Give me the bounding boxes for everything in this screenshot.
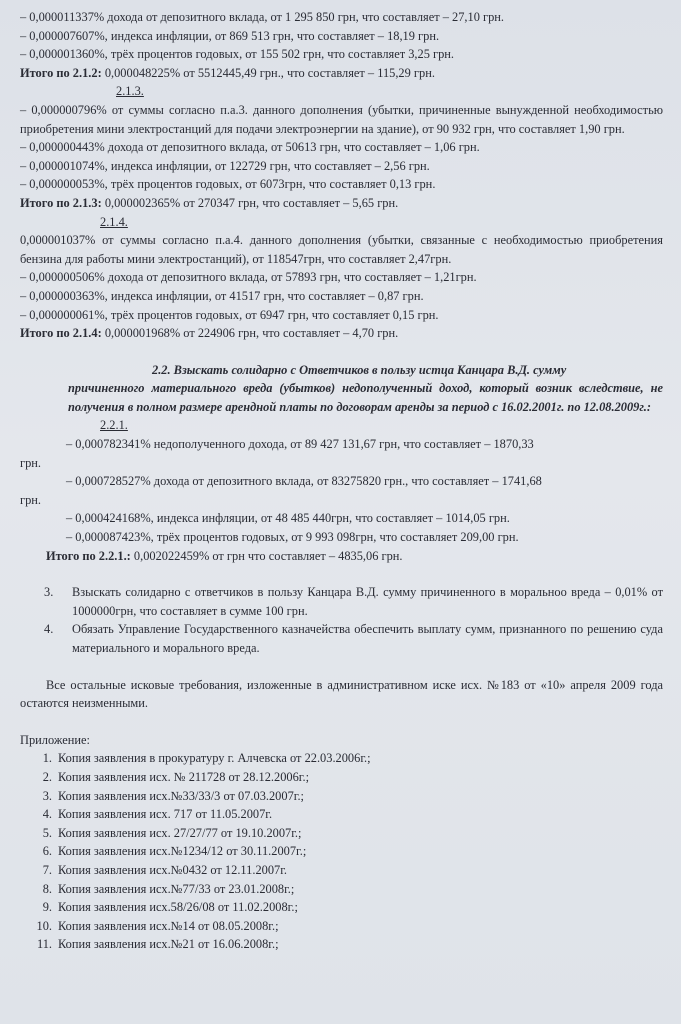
spacer — [20, 343, 663, 361]
decision-item — [20, 583, 663, 620]
total-label: Итого по 2.2.1.: — [46, 548, 131, 563]
calc-line: – 0,000000506% дохода от депозитного вклада, от 57893 грн, что составляет – 1,21грн. — [20, 270, 477, 285]
item-text: Копия заявления исх. 27/27/77 от 19.10.2007г.; — [58, 825, 302, 840]
calc-line: – 0,000728527% дохода от депозитного вклада, от 83275820 грн., что составляет – 1741,68 — [66, 474, 542, 489]
calc-line-wrap: грн. — [20, 455, 42, 470]
section-paragraph: – 0,000000796% от суммы согласно п.а.3. данного дополнения (убытки, причиненные вынужденной необходимостью приобретения мини электростанций для подачи электроэнергии на здание), от 90 932 грн, что составляет 1,90 грн. — [20, 102, 663, 136]
calc-list-2-2-1 — [20, 435, 663, 547]
calc-line: – 0,000000443% дохода от депозитного вклада, от 50613 грн, что составляет – 1,06 грн. — [20, 140, 480, 155]
section-paragraph: 0,000001037% от суммы согласно п.а.4. данного дополнения (убытки, связанные с необходимостью приобретения бензина для работы мини электростанций), от 118547грн, что составляет 2,47грн. — [20, 233, 663, 266]
list-item — [20, 805, 663, 824]
item-text: Копия заявления исх.58/26/08 от 11.02.2008г.; — [58, 900, 298, 915]
list-item — [20, 768, 663, 787]
total-2-1-3 — [20, 194, 663, 213]
list-item — [20, 824, 663, 843]
calc-line: – 0,000000061%, трёх процентов годовых, от 6947 грн, что составляет 0,15 грн. — [20, 307, 439, 322]
list-item — [20, 935, 663, 954]
calc-line: – 0,000001360%, трёх процентов годовых, от 155 502 грн, что составляет 3,25 грн. — [20, 47, 454, 62]
section-number-2-2-1 — [20, 416, 663, 435]
calc-line: – 0,000000053%, трёх процентов годовых, от 6073грн, что составляет 0,13 грн. — [20, 177, 436, 192]
item-text: Копия заявления исх.№77/33 от 23.01.2008г.; — [58, 881, 295, 896]
total-label: Итого по 2.1.4: — [20, 326, 102, 341]
item-text: Взыскать солидарно с ответчиков в пользу Канцара В.Д. сумму причиненного в моральноо вреда – 0,01% от 1000000грн, что составляет в сумме 100 грн. — [72, 585, 663, 618]
top-lines — [20, 8, 663, 64]
item-number: 6. — [42, 844, 52, 859]
item-text: Копия заявления в прокуратуру г. Алчевска от 22.03.2006г.; — [58, 751, 371, 766]
section-number-text: 2.1.3. — [116, 84, 144, 99]
heading-rest: причиненного материального вреда (убытков) недополученный доход, который возник вследствие, не получения в полном размере арендной платы по договорам аренды за период с 16.02.2001г. по 12.08.2009г.: — [68, 381, 663, 414]
item-number: 7. — [42, 862, 52, 877]
section-heading-2-2 — [20, 361, 663, 417]
closing-paragraph: Все остальные исковые требования, изложенные в административном иске исх. №183 от «10» апреля 2009 года остаются неизменными. — [20, 677, 663, 711]
section-number-text: 2.1.4. — [100, 214, 128, 229]
item-text: Копия заявления исх. № 211728 от 28.12.2006г.; — [58, 769, 310, 784]
item-text: Копия заявления исх.№1234/12 от 30.11.2007г.; — [58, 844, 307, 859]
spacer — [20, 713, 663, 731]
total-text: 0,000001968% от 224906 грн, что составляет – 4,70 грн. — [101, 326, 399, 341]
item-number: 5. — [42, 825, 52, 840]
section-number-2-1-3 — [20, 82, 663, 101]
list-item — [20, 749, 663, 768]
item-text: Обязать Управление Государственного казначейства обеспечить выплату сумм, признанного по решению суда материального и морального вреда. — [72, 622, 663, 655]
spacer — [20, 565, 663, 583]
item-number: 8. — [42, 881, 52, 896]
item-text: Копия заявления исх.№14 от 08.05.2008г.; — [58, 918, 279, 933]
item-number: 4. — [44, 622, 54, 637]
list-item — [20, 787, 663, 806]
total-2-2-1 — [20, 547, 663, 566]
decisions-list — [20, 583, 663, 657]
list-item — [20, 917, 663, 936]
total-text: 0,002022459% от грн что составляет – 4835,06 грн. — [130, 548, 403, 563]
item-text: Копия заявления исх.№0432 от 12.11.2007г. — [58, 862, 288, 877]
item-number: 3. — [44, 585, 54, 600]
calc-line: – 0,000007607%, индекса инфляции, от 869 513 грн, что составляет – 18,19 грн. — [20, 28, 440, 43]
calc-line: – 0,000087423%, трёх процентов годовых, от 9 993 098грн, что составляет 209,00 грн. — [66, 530, 519, 545]
calc-line: – 0,000782341% недополученного дохода, от 89 427 131,67 грн, что составляет – 1870,33 — [66, 437, 534, 452]
calc-line: – 0,000011337% дохода от депозитного вклада, от 1 295 850 грн, что составляет – 27,10 грн. — [20, 10, 505, 24]
list-item — [20, 880, 663, 899]
calc-line: – 0,000000363%, индекса инфляции, от 41517 грн, что составляет – 0,87 грн. — [20, 288, 424, 303]
heading-first-line: 2.2. Взыскать солидарно с Ответчиков в пользу истца Канцара В.Д. сумму — [152, 362, 567, 377]
total-text: 0,000048225% от 5512445,49 грн., что составляет – 115,29 грн. — [101, 65, 435, 80]
attachments-title: Приложение: — [20, 732, 90, 747]
total-label: Итого по 2.1.2: — [20, 65, 102, 80]
item-number: 2. — [42, 769, 52, 784]
attachments-list — [20, 749, 663, 954]
total-label: Итого по 2.1.3: — [20, 195, 102, 210]
section-number-text: 2.2.1. — [100, 418, 128, 433]
calc-line: – 0,000001074%, индекса инфляции, от 122729 грн, что составляет – 2,56 грн. — [20, 158, 430, 173]
spacer — [20, 658, 663, 676]
total-text: 0,000002365% от 270347 грн, что составляет – 5,65 грн. — [101, 195, 399, 210]
item-text: Копия заявления исх.№21 от 16.06.2008г.; — [58, 937, 279, 952]
total-2-1-4 — [20, 324, 663, 343]
item-text: Копия заявления исх. 717 от 11.05.2007г. — [58, 807, 273, 822]
total-2-1-2 — [20, 64, 663, 83]
calc-line-wrap: грн. — [20, 492, 42, 507]
item-number: 4. — [42, 807, 52, 822]
list-item — [20, 842, 663, 861]
item-number: 10. — [36, 918, 52, 933]
section-number-2-1-4 — [20, 213, 663, 232]
item-number: 9. — [42, 900, 52, 915]
list-item — [20, 898, 663, 917]
calc-line: – 0,000424168%, индекса инфляции, от 48 485 440грн, что составляет – 1014,05 грн. — [66, 511, 510, 526]
item-number: 3. — [42, 788, 52, 803]
item-number: 11. — [36, 937, 52, 952]
list-item — [20, 861, 663, 880]
item-number: 1. — [42, 751, 52, 766]
item-text: Копия заявления исх.№33/33/3 от 07.03.2007г.; — [58, 788, 304, 803]
decision-item — [20, 620, 663, 657]
